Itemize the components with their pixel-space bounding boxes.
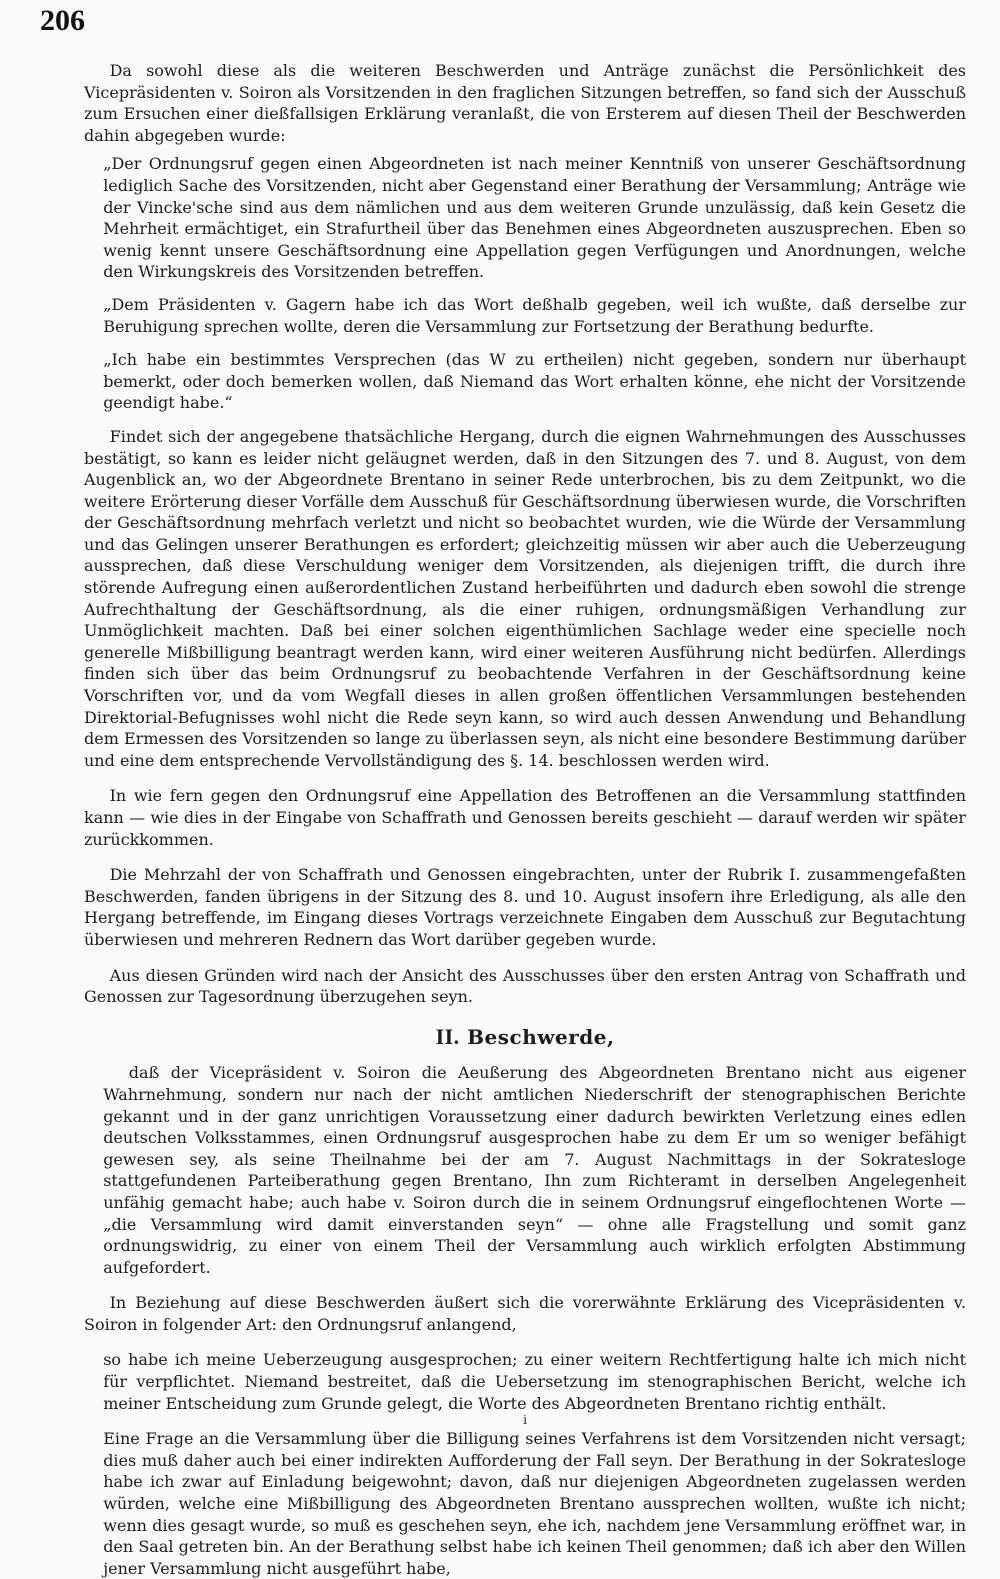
quote-paragraph-1: „Der Ordnungsruf gegen einen Abgeordneten ist nach meiner Kenntniß von unserer Geschäftsordnung lediglich Sache des Vorsitzenden, nicht aber Gegenstand einer Berathung der Versammlung; Anträge wie der Vincke'sche sind aus dem nämlichen und aus dem weiteren Grunde unzulässig, daß kein Gesetz die Mehrheit ermächtiget, ein Strafurtheil über das Benehmen eines Abgeordneten auszusprechen. Eben so wenig kennt unsere Geschäftsordnung eine Appellation gegen Verfügungen und Anordnungen, welche den Wirkungskreis des Vorsitzenden betreffen. bbox=[103, 154, 966, 282]
paragraph-majority: Die Mehrzahl der von Schaffrath und Genossen eingebrachten, unter der Rubrik I. zusammengefaßten Beschwerden, fanden übrigens in der Sitzung des 8. und 10. August insofern ihre Erledigung, als alle den Hergang betreffende, im Eingang dieses Vortrags verzeichnete Eingaben dem Ausschuß zur Begutachtung überwiesen und mehreren Rednern das Wort darüber gegeben wurde. bbox=[84, 865, 966, 949]
section-heading bbox=[84, 1023, 966, 1049]
paragraph-appellation: In wie fern gegen den Ordnungsruf eine Appellation des Betroffenen an die Versammlung stattfinden kann — wie dies in der Eingabe von Schaffrath und Genossen bereits geschieht — darauf werden wir später zurückkommen. bbox=[84, 786, 966, 849]
page-number: 206 bbox=[40, 4, 85, 37]
paragraph-response-continued: Eine Frage an die Versammlung über die Billigung seines Verfahrens ist dem Vorsitzenden nicht versagt; dies muß daher auch bei einer indirekten Aufforderung der Fall seyn. Der Berathung in der Sokratesloge habe ich zwar auf Einladung beigewohnt; davon, daß nur diejenigen Abgeordneten zugelassen werden würden, welche eine Mißbilligung des Abgeordneten Brentano aussprechen wollten, wußte ich nicht; wenn dies gesagt wurde, so muß es geschehen seyn, ehe ich, nachdem jene Versammlung eröffnet war, in den Saal getreten bin. An der Berathung selbst habe ich keinen Theil genommen; daß ich aber den Willen jener Versammlung nicht ausgeführt habe, bbox=[103, 1429, 966, 1578]
signature-mark: i bbox=[523, 1413, 527, 1428]
paragraph-findings: Findet sich der angegebene thatsächliche Hergang, durch die eignen Wahrnehmungen des Ausschusses bestätigt, so kann es leider nicht geläugnet werden, daß in den Sitzungen des 7. und 8. August, von dem Augenblick an, wo der Abgeordnete Brentano in seiner Rede unterbrochen, bis zu dem Zeitpunkt, wo die weitere Erörterung dieser Vorfälle dem Ausschuß für Geschäftsordnung überwiesen wurde, die Vorschriften der Geschäftsordnung mehrfach verletzt und nicht so beobachtet wurden, wie die Würde der Versammlung und das Gelingen unserer Berathungen es erfordert; gleichzeitig müssen wir aber auch die Ueberzeugung aussprechen, daß diese Verschuldung weniger dem Vorsitzenden, als diejenigen trifft, die durch ihre störende Aufregung einen außerordentlichen Zustand herbeiführten und dadurch eben sowohl die strenge Aufrechthaltung der Geschäftsordnung, als die einer ruhigen, ordnungsmäßigen Verhandlung zur Unmöglichkeit machten. Daß bei einer solchen eigenthümlichen Sachlage weder eine specielle noch generelle Mißbilligung beantragt werden kann, wird einer weiteren Ausführung nicht bedürfen. Allerdings finden sich über das beim Ordnungsruf zu beobachtende Verfahren in der Geschäftsordnung keine Vorschriften vor, und da vom Wegfall dieses in allen großen öffentlichen Versammlungen bestehenden Direktorial-Befugnisses wohl nicht die Rede seyn kann, so wird auch dessen Anwendung und Behandlung dem Ermessen des Vorsitzenden so lange zu überlassen seyn, als nicht eine besondere Bestimmung darüber und eine dem entsprechende Vervollständigung des §. 14. beschlossen werden wird. bbox=[84, 426, 966, 770]
section-heading-title: Beschwerde, bbox=[467, 1024, 615, 1049]
paragraph-complaint: daß der Vicepräsident v. Soiron die Aeußerung des Abgeordneten Brentano nicht aus eigener Wahrnehmung, sondern nur nach der nicht amtlichen Niederschrift der stenographischen Berichte gekannt und in der ganz unrichtigen Voraussetzung einer dadurch bewirkten Verletzung eines edlen deutschen Volksstammes, einen Ordnungsruf ausgesprochen habe zu dem Er um so weniger befähigt gewesen sey, als seine Theilnahme bei der am 7. August Nachmittags in der Sokratesloge stattgefundenen Parteiberathung gegen Brentano, Ihn zum Richteramt in derselben Angelegenheit unfähig gemacht habe; auch habe v. Soiron durch die in seinem Ordnungsruf eingeflochtenen Worte — „die Versammlung wird damit einverstanden seyn“ — ohne alle Fragstellung und somit ganz ordnungswidrig, zu einer von einem Theil der Versammlung auch wirklich erfolgten Abstimmung aufgefordert. bbox=[103, 1063, 966, 1277]
paragraph-response-statement: so habe ich meine Ueberzeugung ausgesprochen; zu einer weitern Rechtfertigung halte ich mich nicht für verpflichtet. Niemand bestreitet, daß die Uebersetzung im stenographischen Bericht, welche ich meiner Entscheidung zum Grunde gelegt, die Worte des Abgeordneten Brentano richtig enthält. bbox=[103, 1350, 966, 1413]
paragraph-intro: Da sowohl diese als die weiteren Beschwerden und Anträge zunächst die Persönlichkeit des Vicepräsidenten v. Soiron als Vorsitzenden in den fraglichen Sitzungen betreffen, so fand sich der Ausschuß zum Ersuchen einer dießfallsigen Erklärung veranlaßt, die von Ersterem auf diesen Theil der Beschwerden dahin abgegeben wurde: bbox=[84, 61, 966, 145]
paragraph-conclusion: Aus diesen Gründen wird nach der Ansicht des Ausschusses über den ersten Antrag von Schaffrath und Genossen zur Tagesordnung überzugehen seyn. bbox=[84, 965, 966, 1007]
page-content bbox=[84, 60, 966, 1579]
quote-paragraph-2: „Dem Präsidenten v. Gagern habe ich das Wort deßhalb gegeben, weil ich wußte, daß derselbe zur Beruhigung sprechen wollte, deren die Versammlung zur Fortsetzung der Berathung bedurfte. bbox=[103, 294, 966, 336]
quote-paragraph-3: „Ich habe ein bestimmtes Versprechen (das W zu ertheilen) nicht gegeben, sondern nur überhaupt bemerkt, oder doch bemerken wollen, daß Niemand das Wort erhalten könne, ehe nicht der Vorsitzende geendigt habe.“ bbox=[103, 350, 966, 413]
paragraph-response-intro: In Beziehung auf diese Beschwerden äußert sich die vorerwähnte Erklärung des Vicepräsidenten v. Soiron in folgender Art: den Ordnungsruf anlangend, bbox=[84, 1293, 966, 1334]
section-heading-number: II. bbox=[435, 1023, 460, 1049]
